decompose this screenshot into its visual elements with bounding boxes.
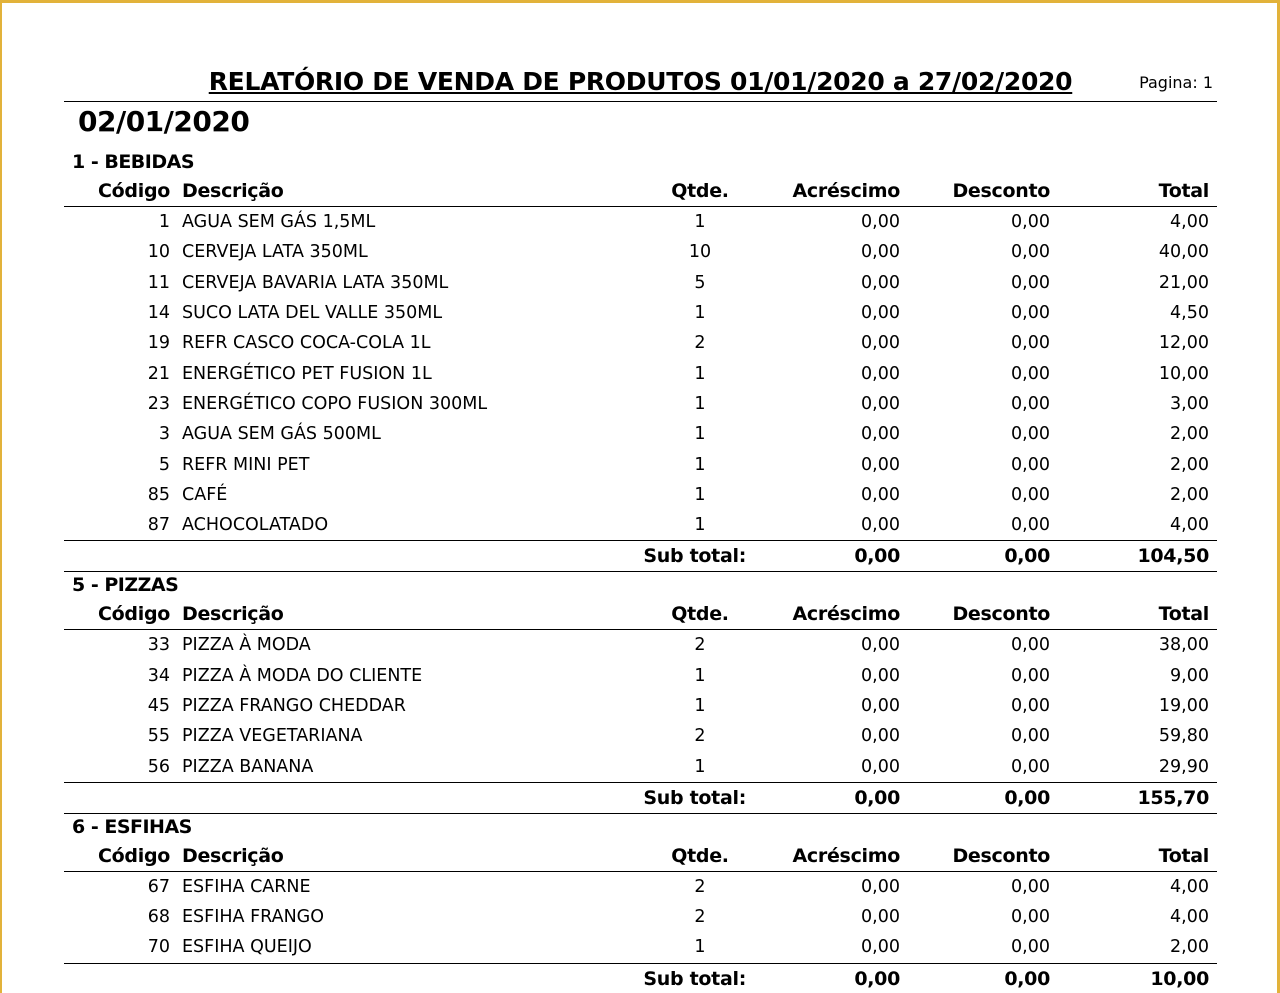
item-surcharge: 0,00 xyxy=(861,303,900,324)
item-code: 3 xyxy=(158,424,170,445)
table-row xyxy=(64,419,1217,449)
item-discount: 0,00 xyxy=(1011,363,1050,384)
item-code: 1 xyxy=(158,212,170,233)
column-header-description: Descrição xyxy=(182,180,284,202)
table-row xyxy=(64,691,1217,721)
item-discount: 0,00 xyxy=(1011,484,1050,505)
product-group xyxy=(64,149,1217,572)
item-qty: 10 xyxy=(688,242,712,263)
item-description: CAFÉ xyxy=(182,484,228,505)
table-row xyxy=(64,389,1217,419)
item-total: 10,00 xyxy=(1158,363,1209,384)
item-qty: 2 xyxy=(694,333,706,354)
group-items xyxy=(64,207,1217,540)
item-surcharge: 0,00 xyxy=(861,937,900,958)
item-total: 4,00 xyxy=(1170,515,1209,536)
subtotal-discount: 0,00 xyxy=(1004,967,1050,990)
item-discount: 0,00 xyxy=(1011,937,1050,958)
item-discount: 0,00 xyxy=(1011,515,1050,536)
item-code: 68 xyxy=(147,907,170,928)
item-total: 4,00 xyxy=(1170,212,1209,233)
item-code: 70 xyxy=(147,937,170,958)
item-code: 21 xyxy=(147,363,170,384)
item-discount: 0,00 xyxy=(1011,696,1050,716)
item-total: 29,90 xyxy=(1158,756,1209,777)
item-description: ESFIHA QUEIJO xyxy=(182,937,312,958)
item-code: 56 xyxy=(147,756,170,777)
item-qty: 2 xyxy=(694,726,706,747)
subtotal-discount: 0,00 xyxy=(1004,786,1050,809)
product-groups xyxy=(64,149,1217,993)
item-description: ESFIHA FRANGO xyxy=(182,907,324,928)
item-code: 11 xyxy=(147,272,170,293)
group-title: 1 - BEBIDAS xyxy=(72,151,195,173)
subtotal-surcharge: 0,00 xyxy=(854,967,900,990)
column-header-total: Total xyxy=(1158,844,1209,867)
column-header-code: Código xyxy=(98,844,170,867)
table-row xyxy=(64,268,1217,298)
column-header-discount: Desconto xyxy=(952,180,1050,202)
item-description: PIZZA VEGETARIANA xyxy=(182,726,363,747)
item-total: 4,00 xyxy=(1170,907,1209,928)
item-qty: 1 xyxy=(694,696,706,716)
item-description: AGUA SEM GÁS 1,5ML xyxy=(182,212,376,233)
item-description: CERVEJA LATA 350ML xyxy=(182,242,368,263)
item-discount: 0,00 xyxy=(1011,726,1050,747)
table-row xyxy=(64,872,1217,902)
column-header-description: Descrição xyxy=(182,603,284,626)
item-qty: 2 xyxy=(694,907,706,928)
item-total: 4,50 xyxy=(1170,303,1209,324)
item-total: 40,00 xyxy=(1158,242,1209,263)
report-header xyxy=(64,63,1217,102)
item-surcharge: 0,00 xyxy=(861,756,900,777)
product-group xyxy=(64,572,1217,813)
item-qty: 2 xyxy=(694,876,706,897)
item-surcharge: 0,00 xyxy=(861,635,900,656)
column-header-surcharge: Acréscimo xyxy=(792,844,900,867)
item-total: 2,00 xyxy=(1170,937,1209,958)
column-header-discount: Desconto xyxy=(952,603,1050,626)
item-surcharge: 0,00 xyxy=(861,333,900,354)
column-header-total: Total xyxy=(1158,180,1209,202)
subtotal-row xyxy=(64,540,1217,572)
item-description: PIZZA À MODA DO CLIENTE xyxy=(182,665,423,686)
item-total: 2,00 xyxy=(1170,424,1209,445)
column-header-code: Código xyxy=(98,603,170,626)
column-header-surcharge: Acréscimo xyxy=(792,603,900,626)
column-header-surcharge: Acréscimo xyxy=(792,180,900,202)
item-qty: 1 xyxy=(694,515,706,536)
item-total: 9,00 xyxy=(1170,665,1209,686)
item-qty: 1 xyxy=(694,363,706,384)
item-discount: 0,00 xyxy=(1011,393,1050,414)
item-qty: 1 xyxy=(694,454,706,475)
item-qty: 5 xyxy=(694,272,706,293)
item-surcharge: 0,00 xyxy=(861,242,900,263)
item-description: PIZZA FRANGO CHEDDAR xyxy=(182,696,406,716)
table-row xyxy=(64,207,1217,237)
item-surcharge: 0,00 xyxy=(861,515,900,536)
item-total: 19,00 xyxy=(1158,696,1209,716)
item-discount: 0,00 xyxy=(1011,665,1050,686)
item-total: 3,00 xyxy=(1170,393,1209,414)
table-row xyxy=(64,237,1217,267)
item-description: ENERGÉTICO COPO FUSION 300ML xyxy=(182,393,488,414)
item-description: AGUA SEM GÁS 500ML xyxy=(182,424,381,445)
item-discount: 0,00 xyxy=(1011,756,1050,777)
item-discount: 0,00 xyxy=(1011,212,1050,233)
item-code: 10 xyxy=(147,242,170,263)
subtotal-total: 104,50 xyxy=(1137,545,1209,568)
column-header-row xyxy=(64,599,1217,630)
subtotal-row xyxy=(64,782,1217,814)
subtotal-total: 10,00 xyxy=(1150,967,1209,990)
item-surcharge: 0,00 xyxy=(861,696,900,716)
item-code: 34 xyxy=(147,665,170,686)
item-total: 59,80 xyxy=(1158,726,1209,747)
column-header-row xyxy=(64,176,1217,207)
item-surcharge: 0,00 xyxy=(861,907,900,928)
item-description: REFR MINI PET xyxy=(182,454,310,475)
item-qty: 1 xyxy=(694,665,706,686)
item-code: 19 xyxy=(147,333,170,354)
item-description: PIZZA À MODA xyxy=(182,635,311,656)
table-row xyxy=(64,751,1217,781)
item-surcharge: 0,00 xyxy=(861,363,900,384)
item-code: 23 xyxy=(147,393,170,414)
item-description: ENERGÉTICO PET FUSION 1L xyxy=(182,363,432,384)
item-total: 2,00 xyxy=(1170,454,1209,475)
item-code: 5 xyxy=(158,454,170,475)
subtotal-surcharge: 0,00 xyxy=(854,786,900,809)
table-row xyxy=(64,932,1217,962)
subtotal-label: Sub total: xyxy=(643,545,746,568)
item-description: CERVEJA BAVARIA LATA 350ML xyxy=(182,272,449,293)
table-row xyxy=(64,328,1217,358)
item-discount: 0,00 xyxy=(1011,635,1050,656)
item-code: 33 xyxy=(147,635,170,656)
item-description: ACHOCOLATADO xyxy=(182,515,329,536)
item-surcharge: 0,00 xyxy=(861,726,900,747)
column-header-row xyxy=(64,841,1217,872)
item-code: 85 xyxy=(147,484,170,505)
item-code: 14 xyxy=(147,303,170,324)
item-code: 67 xyxy=(147,876,170,897)
item-discount: 0,00 xyxy=(1011,454,1050,475)
item-description: PIZZA BANANA xyxy=(182,756,314,777)
item-description: REFR CASCO COCA-COLA 1L xyxy=(182,333,431,354)
column-header-qty: Qtde. xyxy=(671,603,729,626)
item-discount: 0,00 xyxy=(1011,333,1050,354)
item-discount: 0,00 xyxy=(1011,907,1050,928)
report-page xyxy=(64,63,1217,993)
group-title: 5 - PIZZAS xyxy=(72,574,179,597)
item-surcharge: 0,00 xyxy=(861,393,900,414)
table-row xyxy=(64,298,1217,328)
group-items xyxy=(64,630,1217,781)
product-group xyxy=(64,814,1217,993)
item-qty: 1 xyxy=(694,393,706,414)
item-code: 55 xyxy=(147,726,170,747)
table-row xyxy=(64,630,1217,660)
subtotal-total: 155,70 xyxy=(1137,786,1209,809)
column-header-code: Código xyxy=(98,180,170,202)
table-row xyxy=(64,510,1217,540)
report-date: 02/01/2020 xyxy=(78,105,250,138)
item-total: 12,00 xyxy=(1158,333,1209,354)
item-qty: 1 xyxy=(694,303,706,324)
item-code: 87 xyxy=(147,515,170,536)
page-number: Pagina: 1 xyxy=(1139,73,1213,92)
item-surcharge: 0,00 xyxy=(861,272,900,293)
item-code: 45 xyxy=(147,696,170,716)
item-qty: 1 xyxy=(694,484,706,505)
report-title: RELATÓRIO DE VENDA DE PRODUTOS 01/01/2020 a 27/02/2020 xyxy=(208,67,1073,96)
subtotal-discount: 0,00 xyxy=(1004,545,1050,568)
item-discount: 0,00 xyxy=(1011,242,1050,263)
subtotal-row xyxy=(64,963,1217,993)
table-row xyxy=(64,902,1217,932)
item-qty: 1 xyxy=(694,937,706,958)
table-row xyxy=(64,358,1217,388)
item-discount: 0,00 xyxy=(1011,303,1050,324)
column-header-discount: Desconto xyxy=(952,844,1050,867)
item-description: ESFIHA CARNE xyxy=(182,876,311,897)
item-surcharge: 0,00 xyxy=(861,454,900,475)
column-header-description: Descrição xyxy=(182,844,284,867)
item-qty: 2 xyxy=(694,635,706,656)
column-header-qty: Qtde. xyxy=(671,180,729,202)
item-total: 21,00 xyxy=(1158,272,1209,293)
subtotal-label: Sub total: xyxy=(643,967,746,990)
group-items xyxy=(64,872,1217,963)
table-row xyxy=(64,480,1217,510)
item-discount: 0,00 xyxy=(1011,876,1050,897)
item-surcharge: 0,00 xyxy=(861,424,900,445)
column-header-total: Total xyxy=(1158,603,1209,626)
subtotal-surcharge: 0,00 xyxy=(854,545,900,568)
item-total: 2,00 xyxy=(1170,484,1209,505)
item-surcharge: 0,00 xyxy=(861,212,900,233)
item-surcharge: 0,00 xyxy=(861,665,900,686)
subtotal-label: Sub total: xyxy=(643,786,746,809)
item-surcharge: 0,00 xyxy=(861,876,900,897)
item-qty: 1 xyxy=(694,424,706,445)
item-total: 4,00 xyxy=(1170,876,1209,897)
column-header-qty: Qtde. xyxy=(671,844,729,867)
group-title: 6 - ESFIHAS xyxy=(72,815,192,838)
table-row xyxy=(64,449,1217,479)
item-discount: 0,00 xyxy=(1011,424,1050,445)
item-qty: 1 xyxy=(694,212,706,233)
item-surcharge: 0,00 xyxy=(861,484,900,505)
item-total: 38,00 xyxy=(1158,635,1209,656)
item-qty: 1 xyxy=(694,756,706,777)
table-row xyxy=(64,661,1217,691)
item-discount: 0,00 xyxy=(1011,272,1050,293)
item-description: SUCO LATA DEL VALLE 350ML xyxy=(182,303,443,324)
table-row xyxy=(64,721,1217,751)
